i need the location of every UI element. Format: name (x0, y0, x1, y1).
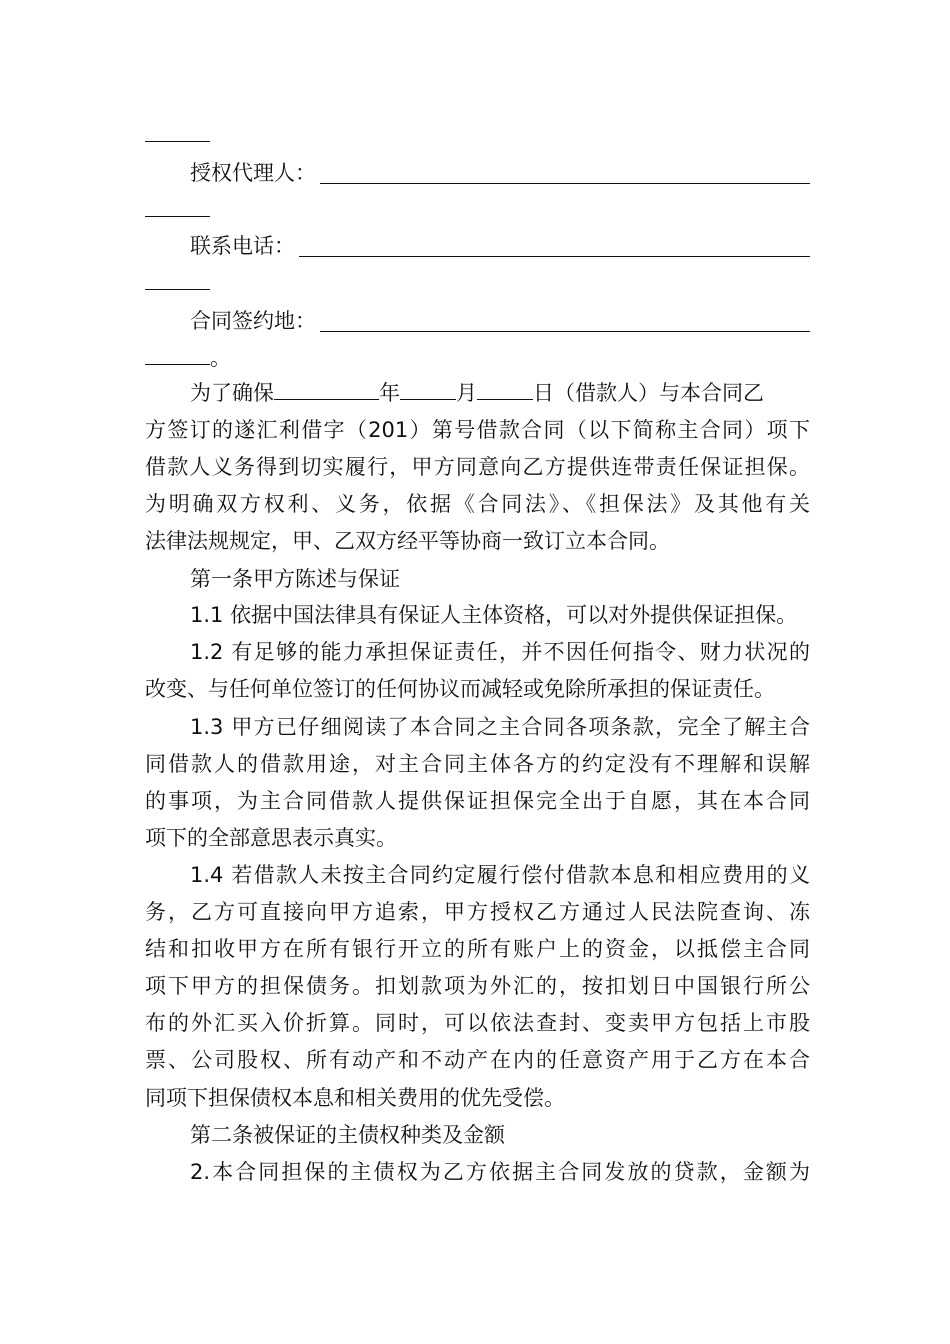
intro-text: 日（借款人）与本合同乙 (533, 381, 764, 405)
fill-blank (145, 121, 210, 142)
article-1-heading: 第一条甲方陈述与保证 (190, 567, 400, 591)
intro-paragraph-line: 方签订的遂汇利借字（201）第号借款合同（以下简称主合同）项下 (145, 418, 810, 442)
intro-paragraph-line: 借款人义务得到切实履行，甲方同意向乙方提供连带责任保证担保。 (145, 455, 810, 479)
clause-1-4-line: 布的外汇买入价折算。同时，可以依法查封、变卖甲方包括上市股 (145, 1011, 810, 1035)
clause-2-line: 2.本合同担保的主债权为乙方依据主合同发放的贷款，金额为 (190, 1160, 810, 1184)
blank-line-continuation (145, 117, 810, 154)
month-label: 月 (456, 381, 477, 405)
signing-place-blank (320, 311, 810, 332)
clause-1-4-line: 项下甲方的担保债务。扣划款项为外汇的，按扣划日中国银行所公 (145, 974, 810, 998)
contact-phone-label: 联系电话： (190, 234, 295, 258)
day-blank (477, 379, 533, 400)
contact-phone-field (190, 228, 810, 265)
intro-text: 为了确保 (190, 381, 274, 405)
fill-blank (145, 196, 210, 217)
clause-1-4-line: 同项下担保债权本息和相关费用的优先受偿。 (145, 1086, 565, 1110)
intro-paragraph-line: 为明确双方权利、义务，依据《合同法》、《担保法》及其他有关 (145, 492, 810, 516)
blank-line-continuation (145, 192, 810, 229)
period: 。 (210, 346, 231, 370)
clause-1-4-line: 1.4 若借款人未按主合同约定履行偿付借款本息和相应费用的义 (190, 863, 810, 887)
clause-1-3-line: 同借款人的借款用途，对主合同主体各方的约定没有不理解和误解 (145, 752, 810, 776)
clause-1-4-line: 票、公司股权、所有动产和不动产在内的任意资产用于乙方在本合 (145, 1048, 810, 1072)
clause-1-2-line: 改变、与任何单位签订的任何协议而减轻或免除所承担的保证责任。 (145, 677, 775, 701)
contact-phone-blank (299, 236, 810, 257)
intro-paragraph-line: 法律法规规定，甲、乙双方经平等协商一致订立本合同。 (145, 529, 670, 553)
clause-1-2-line: 1.2 有足够的能力承担保证责任，并不因任何指令、财力状况的 (190, 640, 810, 664)
authorized-agent-field (190, 155, 810, 192)
clause-1-4-line: 结和扣收甲方在所有银行开立的所有账户上的资金，以抵偿主合同 (145, 937, 810, 961)
clause-1-4-line: 务，乙方可直接向甲方追索，甲方授权乙方通过人民法院查询、冻 (145, 900, 810, 924)
blank-line-continuation (145, 265, 810, 302)
intro-paragraph-line (190, 375, 810, 412)
authorized-agent-blank (320, 163, 810, 184)
fill-blank (145, 344, 210, 365)
article-2-heading: 第二条被保证的主债权种类及金额 (190, 1123, 505, 1147)
year-label: 年 (379, 381, 400, 405)
clause-1-3-line: 1.3 甲方已仔细阅读了本合同之主合同各项条款，完全了解主合 (190, 715, 810, 739)
authorized-agent-label: 授权代理人： (190, 161, 316, 185)
clause-1-1: 1.1 依据中国法律具有保证人主体资格，可以对外提供保证担保。 (190, 603, 798, 627)
signing-place-label: 合同签约地： (190, 309, 316, 333)
blank-line-continuation (145, 340, 810, 377)
clause-1-3-line: 项下的全部意思表示真实。 (145, 826, 397, 850)
month-blank (400, 379, 456, 400)
clause-1-3-line: 的事项，为主合同借款人提供保证担保完全出于自愿，其在本合同 (145, 789, 810, 813)
fill-blank (145, 269, 210, 290)
date-blank (274, 379, 379, 400)
signing-place-field (190, 303, 810, 340)
